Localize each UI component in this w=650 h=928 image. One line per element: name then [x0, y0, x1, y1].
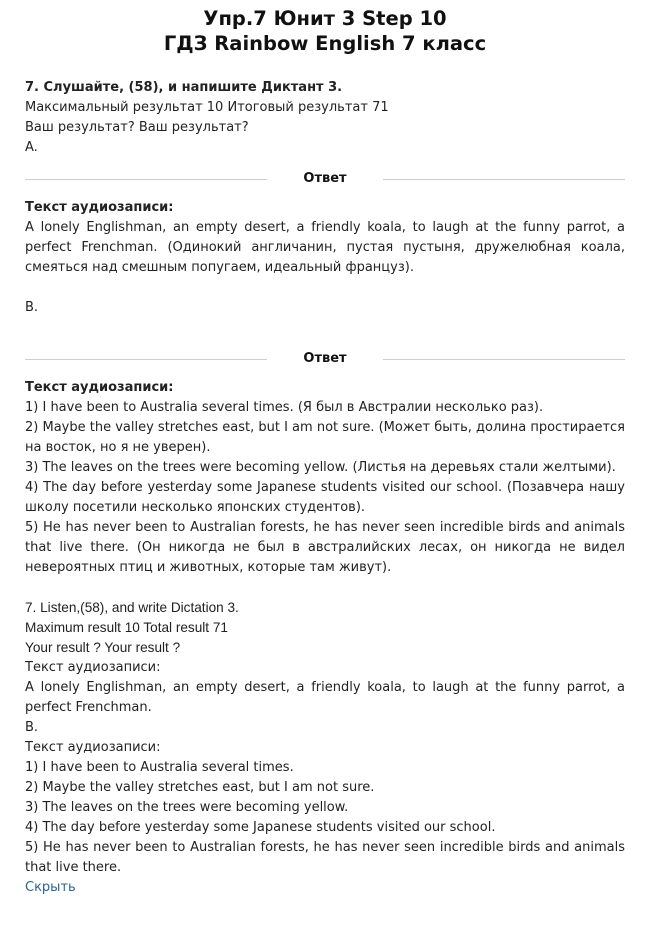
task-heading: 7. Слушайте, (58), и напишите Диктант 3.	[25, 80, 343, 95]
page-title-line-1: Упр.7 Юнит 3 Step 10	[203, 7, 447, 30]
english-heading: 7. Listen,(58), and write Dictation 3.	[25, 600, 239, 615]
divider-line-left	[25, 179, 267, 180]
english-result-line: Your result ? Your result ?	[25, 640, 181, 655]
part-a-label: A.	[25, 140, 38, 155]
divider-line-right	[383, 359, 625, 360]
english-version-block	[25, 598, 625, 878]
list-item: 5) He has never been to Australian forests, he has never seen incredible birds and animals that live there.	[25, 840, 625, 875]
hide-link[interactable]: Скрыть	[25, 880, 76, 895]
audio-text-heading-a: Текст аудиозаписи:	[25, 200, 174, 215]
list-item: 2) Maybe the valley stretches east, but I am not sure.	[25, 780, 375, 795]
divider-line-right	[383, 179, 625, 180]
part-b-label: B.	[25, 300, 39, 315]
page-title-line-2: ГДЗ Rainbow English 7 класс	[163, 32, 487, 55]
answer-a-text: A lonely Englishman, an empty desert, a friendly koala, to laugh at the funny parrot, a perfect Frenchman. (Одинокий англичанин, пустая пустыня, дружелюбная коала, смеяться над смешным попугаем, идеальный француз).	[25, 220, 625, 275]
answer-label-b: Ответ	[303, 351, 347, 366]
answer-b-block	[25, 378, 625, 578]
task-block	[25, 78, 625, 158]
english-audio-heading-a: Текст аудиозаписи:	[25, 660, 161, 675]
answer-label-a: Ответ	[303, 171, 347, 186]
english-score-line: Maximum result 10 Total result 71	[25, 620, 228, 635]
english-text-a: A lonely Englishman, an empty desert, a friendly koala, to laugh at the funny parrot, a perfect Frenchman.	[25, 680, 625, 715]
answer-divider-b	[25, 349, 625, 369]
answer-a-block	[25, 198, 625, 318]
list-item: 1) I have been to Australia several times.	[25, 760, 294, 775]
list-item: 2) Maybe the valley stretches east, but I am not sure. (Может быть, долина простирается на восток, но я не уверен).	[25, 420, 625, 455]
task-score-line: Максимальный результат 10 Итоговый результат 71	[25, 100, 389, 115]
answer-divider-a	[25, 169, 625, 189]
task-result-line: Ваш результат? Ваш результат?	[25, 120, 249, 135]
audio-text-heading-b: Текст аудиозаписи:	[25, 380, 174, 395]
list-item: 4) The day before yesterday some Japanese students visited our school. (Позавчера нашу школу посетили несколько японских студентов).	[25, 480, 625, 515]
english-part-b-label: B.	[25, 720, 39, 735]
list-item: 1) I have been to Australia several times. (Я был в Австралии несколько раз).	[25, 400, 544, 415]
list-item: 3) The leaves on the trees were becoming yellow.	[25, 800, 349, 815]
list-item: 4) The day before yesterday some Japanese students visited our school.	[25, 820, 496, 835]
english-audio-heading-b: Текст аудиозаписи:	[25, 740, 161, 755]
list-item: 3) The leaves on the trees were becoming yellow. (Листья на деревьях стали желтыми).	[25, 460, 616, 475]
page-title	[25, 6, 625, 56]
divider-line-left	[25, 359, 267, 360]
list-item: 5) He has never been to Australian forests, he has never seen incredible birds and animals that live there. (Он никогда не был в австралийских лесах, он никогда не видел невероятных птиц и животных, которые там живут).	[25, 520, 625, 575]
